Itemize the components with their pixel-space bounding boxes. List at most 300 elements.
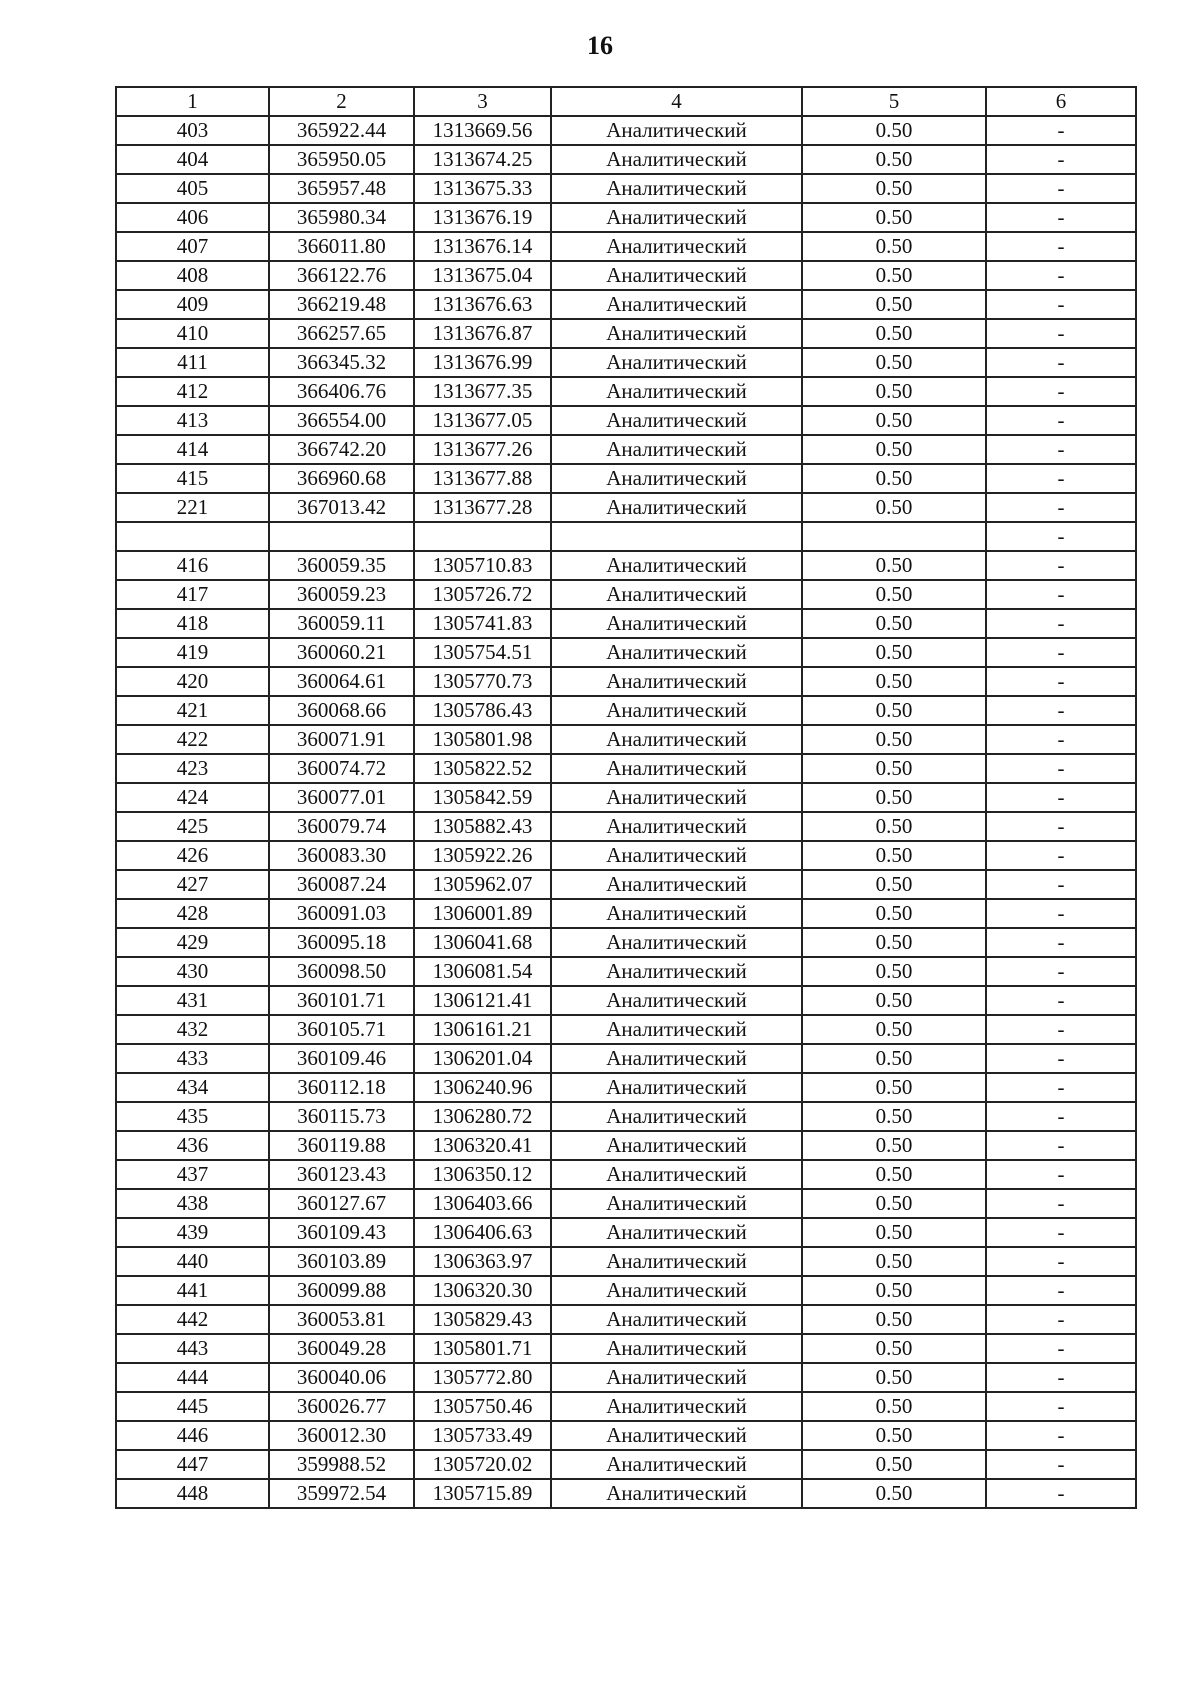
method-cell: Аналитический	[551, 1189, 802, 1218]
note-cell: -	[986, 1073, 1136, 1102]
note-cell: -	[986, 1160, 1136, 1189]
accuracy-cell: 0.50	[802, 232, 986, 261]
method-cell: Аналитический	[551, 783, 802, 812]
table-row	[116, 377, 1136, 406]
note-cell: -	[986, 174, 1136, 203]
accuracy-cell: 0.50	[802, 812, 986, 841]
x-coordinate-cell: 360059.35	[269, 551, 414, 580]
x-coordinate-cell: 359988.52	[269, 1450, 414, 1479]
x-coordinate-cell: 360103.89	[269, 1247, 414, 1276]
table-row	[116, 1334, 1136, 1363]
y-coordinate-cell: 1306406.63	[414, 1218, 551, 1247]
table-row	[116, 899, 1136, 928]
note-cell: -	[986, 812, 1136, 841]
point-number-cell: 413	[116, 406, 269, 435]
note-cell: -	[986, 377, 1136, 406]
y-coordinate-cell: 1313676.87	[414, 319, 551, 348]
accuracy-cell: 0.50	[802, 1479, 986, 1508]
note-cell: -	[986, 1450, 1136, 1479]
x-coordinate-cell: 360127.67	[269, 1189, 414, 1218]
point-number-cell: 428	[116, 899, 269, 928]
method-cell: Аналитический	[551, 1305, 802, 1334]
accuracy-cell: 0.50	[802, 261, 986, 290]
table-row	[116, 696, 1136, 725]
note-cell: -	[986, 870, 1136, 899]
x-coordinate-cell: 360012.30	[269, 1421, 414, 1450]
table-row	[116, 203, 1136, 232]
y-coordinate-cell: 1306121.41	[414, 986, 551, 1015]
header-col-5: 5	[802, 87, 986, 116]
method-cell: Аналитический	[551, 203, 802, 232]
point-number-cell: 434	[116, 1073, 269, 1102]
point-number-cell: 221	[116, 493, 269, 522]
point-number-cell: 436	[116, 1131, 269, 1160]
table-row	[116, 754, 1136, 783]
x-coordinate-cell: 360077.01	[269, 783, 414, 812]
accuracy-cell: 0.50	[802, 609, 986, 638]
y-coordinate-cell: 1313676.99	[414, 348, 551, 377]
method-cell: Аналитический	[551, 1160, 802, 1189]
method-cell: Аналитический	[551, 638, 802, 667]
point-number-cell: 409	[116, 290, 269, 319]
method-cell: Аналитический	[551, 696, 802, 725]
method-cell: Аналитический	[551, 1479, 802, 1508]
y-coordinate-cell: 1313676.63	[414, 290, 551, 319]
x-coordinate-cell: 366960.68	[269, 464, 414, 493]
table-row	[116, 116, 1136, 145]
table-row	[116, 1276, 1136, 1305]
accuracy-cell: 0.50	[802, 1363, 986, 1392]
y-coordinate-cell: 1305772.80	[414, 1363, 551, 1392]
method-cell: Аналитический	[551, 667, 802, 696]
note-cell: -	[986, 1305, 1136, 1334]
method-cell: Аналитический	[551, 145, 802, 174]
table-row	[116, 319, 1136, 348]
table-row	[116, 493, 1136, 522]
x-coordinate-cell: 360060.21	[269, 638, 414, 667]
y-coordinate-cell: 1305720.02	[414, 1450, 551, 1479]
y-coordinate-cell: 1305829.43	[414, 1305, 551, 1334]
method-cell: Аналитический	[551, 754, 802, 783]
note-cell: -	[986, 1421, 1136, 1450]
y-coordinate-cell: 1305754.51	[414, 638, 551, 667]
note-cell: -	[986, 319, 1136, 348]
note-cell: -	[986, 638, 1136, 667]
accuracy-cell: 0.50	[802, 493, 986, 522]
method-cell: Аналитический	[551, 493, 802, 522]
note-cell: -	[986, 783, 1136, 812]
accuracy-cell: 0.50	[802, 783, 986, 812]
method-cell: Аналитический	[551, 957, 802, 986]
x-coordinate-cell: 360083.30	[269, 841, 414, 870]
y-coordinate-cell: 1305726.72	[414, 580, 551, 609]
y-coordinate-cell: 1306201.04	[414, 1044, 551, 1073]
y-coordinate-cell: 1305801.98	[414, 725, 551, 754]
accuracy-cell: 0.50	[802, 870, 986, 899]
point-number-cell: 426	[116, 841, 269, 870]
table-row	[116, 609, 1136, 638]
x-coordinate-cell: 360040.06	[269, 1363, 414, 1392]
method-cell: Аналитический	[551, 1247, 802, 1276]
method-cell: Аналитический	[551, 1363, 802, 1392]
method-cell: Аналитический	[551, 1334, 802, 1363]
x-coordinate-cell: 360049.28	[269, 1334, 414, 1363]
accuracy-cell: 0.50	[802, 377, 986, 406]
table-row	[116, 261, 1136, 290]
method-cell: Аналитический	[551, 841, 802, 870]
point-number-cell: 424	[116, 783, 269, 812]
accuracy-cell	[802, 522, 986, 551]
point-number-cell: 441	[116, 1276, 269, 1305]
note-cell: -	[986, 1363, 1136, 1392]
method-cell: Аналитический	[551, 1073, 802, 1102]
method-cell: Аналитический	[551, 725, 802, 754]
y-coordinate-cell: 1313677.88	[414, 464, 551, 493]
point-number-cell: 438	[116, 1189, 269, 1218]
accuracy-cell: 0.50	[802, 1421, 986, 1450]
table-row	[116, 232, 1136, 261]
point-number-cell: 421	[116, 696, 269, 725]
y-coordinate-cell: 1305786.43	[414, 696, 551, 725]
point-number-cell: 410	[116, 319, 269, 348]
y-coordinate-cell: 1313677.28	[414, 493, 551, 522]
x-coordinate-cell: 360059.23	[269, 580, 414, 609]
table-row	[116, 1189, 1136, 1218]
accuracy-cell: 0.50	[802, 435, 986, 464]
x-coordinate-cell: 366742.20	[269, 435, 414, 464]
point-number-cell: 435	[116, 1102, 269, 1131]
x-coordinate-cell: 365950.05	[269, 145, 414, 174]
point-number-cell: 431	[116, 986, 269, 1015]
method-cell: Аналитический	[551, 551, 802, 580]
point-number-cell: 403	[116, 116, 269, 145]
accuracy-cell: 0.50	[802, 174, 986, 203]
y-coordinate-cell: 1306001.89	[414, 899, 551, 928]
point-number-cell: 440	[116, 1247, 269, 1276]
accuracy-cell: 0.50	[802, 1015, 986, 1044]
x-coordinate-cell: 360026.77	[269, 1392, 414, 1421]
table-row	[116, 783, 1136, 812]
note-cell: -	[986, 551, 1136, 580]
y-coordinate-cell: 1306350.12	[414, 1160, 551, 1189]
table-row	[116, 1044, 1136, 1073]
y-coordinate-cell: 1313677.35	[414, 377, 551, 406]
method-cell: Аналитический	[551, 986, 802, 1015]
x-coordinate-cell: 360053.81	[269, 1305, 414, 1334]
method-cell: Аналитический	[551, 174, 802, 203]
table-row	[116, 1160, 1136, 1189]
table-row	[116, 348, 1136, 377]
point-number-cell: 437	[116, 1160, 269, 1189]
x-coordinate-cell: 360087.24	[269, 870, 414, 899]
x-coordinate-cell: 360101.71	[269, 986, 414, 1015]
page-number: 16	[587, 31, 613, 60]
coordinates-table	[115, 86, 1137, 1509]
point-number-cell: 411	[116, 348, 269, 377]
accuracy-cell: 0.50	[802, 1276, 986, 1305]
table-row	[116, 1363, 1136, 1392]
point-number-cell: 439	[116, 1218, 269, 1247]
y-coordinate-cell: 1313669.56	[414, 116, 551, 145]
method-cell: Аналитический	[551, 1421, 802, 1450]
note-cell: -	[986, 725, 1136, 754]
table-row	[116, 812, 1136, 841]
x-coordinate-cell: 360091.03	[269, 899, 414, 928]
accuracy-cell: 0.50	[802, 116, 986, 145]
accuracy-cell: 0.50	[802, 580, 986, 609]
x-coordinate-cell: 366011.80	[269, 232, 414, 261]
y-coordinate-cell	[414, 522, 551, 551]
table-row	[116, 145, 1136, 174]
header-row	[116, 87, 1136, 116]
note-cell: -	[986, 667, 1136, 696]
accuracy-cell: 0.50	[802, 1450, 986, 1479]
accuracy-cell: 0.50	[802, 899, 986, 928]
note-cell: -	[986, 986, 1136, 1015]
table-row	[116, 522, 1136, 551]
x-coordinate-cell: 360095.18	[269, 928, 414, 957]
y-coordinate-cell: 1305801.71	[414, 1334, 551, 1363]
method-cell: Аналитический	[551, 435, 802, 464]
x-coordinate-cell: 360109.46	[269, 1044, 414, 1073]
note-cell: -	[986, 1334, 1136, 1363]
point-number-cell: 406	[116, 203, 269, 232]
accuracy-cell: 0.50	[802, 203, 986, 232]
accuracy-cell: 0.50	[802, 1218, 986, 1247]
note-cell: -	[986, 1479, 1136, 1508]
table-row	[116, 986, 1136, 1015]
note-cell: -	[986, 1189, 1136, 1218]
method-cell: Аналитический	[551, 377, 802, 406]
method-cell: Аналитический	[551, 319, 802, 348]
table-row	[116, 1392, 1136, 1421]
table-row	[116, 435, 1136, 464]
point-number-cell: 408	[116, 261, 269, 290]
header-col-4: 4	[551, 87, 802, 116]
method-cell: Аналитический	[551, 348, 802, 377]
note-cell: -	[986, 145, 1136, 174]
note-cell: -	[986, 754, 1136, 783]
method-cell: Аналитический	[551, 1218, 802, 1247]
accuracy-cell: 0.50	[802, 464, 986, 493]
x-coordinate-cell: 360098.50	[269, 957, 414, 986]
accuracy-cell: 0.50	[802, 319, 986, 348]
point-number-cell: 404	[116, 145, 269, 174]
note-cell: -	[986, 290, 1136, 319]
table-row	[116, 928, 1136, 957]
point-number-cell: 448	[116, 1479, 269, 1508]
table-row	[116, 870, 1136, 899]
point-number-cell: 447	[116, 1450, 269, 1479]
accuracy-cell: 0.50	[802, 696, 986, 725]
accuracy-cell: 0.50	[802, 841, 986, 870]
table-row	[116, 1015, 1136, 1044]
point-number-cell: 414	[116, 435, 269, 464]
x-coordinate-cell: 367013.42	[269, 493, 414, 522]
method-cell: Аналитический	[551, 812, 802, 841]
y-coordinate-cell: 1306280.72	[414, 1102, 551, 1131]
point-number-cell: 425	[116, 812, 269, 841]
y-coordinate-cell: 1306081.54	[414, 957, 551, 986]
x-coordinate-cell: 360115.73	[269, 1102, 414, 1131]
x-coordinate-cell: 359972.54	[269, 1479, 414, 1508]
table-row	[116, 1102, 1136, 1131]
y-coordinate-cell: 1306041.68	[414, 928, 551, 957]
note-cell: -	[986, 1131, 1136, 1160]
accuracy-cell: 0.50	[802, 1102, 986, 1131]
point-number-cell: 407	[116, 232, 269, 261]
x-coordinate-cell: 360071.91	[269, 725, 414, 754]
note-cell: -	[986, 1044, 1136, 1073]
note-cell: -	[986, 493, 1136, 522]
accuracy-cell: 0.50	[802, 1392, 986, 1421]
accuracy-cell: 0.50	[802, 1073, 986, 1102]
table-row	[116, 290, 1136, 319]
method-cell: Аналитический	[551, 406, 802, 435]
accuracy-cell: 0.50	[802, 406, 986, 435]
accuracy-cell: 0.50	[802, 1247, 986, 1276]
x-coordinate-cell: 360123.43	[269, 1160, 414, 1189]
point-number-cell: 418	[116, 609, 269, 638]
y-coordinate-cell: 1313674.25	[414, 145, 551, 174]
accuracy-cell: 0.50	[802, 551, 986, 580]
method-cell: Аналитический	[551, 609, 802, 638]
x-coordinate-cell: 365957.48	[269, 174, 414, 203]
x-coordinate-cell: 365922.44	[269, 116, 414, 145]
accuracy-cell: 0.50	[802, 145, 986, 174]
y-coordinate-cell: 1306320.41	[414, 1131, 551, 1160]
point-number-cell: 405	[116, 174, 269, 203]
point-number-cell	[116, 522, 269, 551]
method-cell: Аналитический	[551, 928, 802, 957]
header-col-1: 1	[116, 87, 269, 116]
method-cell: Аналитический	[551, 1044, 802, 1073]
method-cell: Аналитический	[551, 899, 802, 928]
y-coordinate-cell: 1306240.96	[414, 1073, 551, 1102]
y-coordinate-cell: 1313676.14	[414, 232, 551, 261]
y-coordinate-cell: 1305710.83	[414, 551, 551, 580]
point-number-cell: 417	[116, 580, 269, 609]
accuracy-cell: 0.50	[802, 928, 986, 957]
y-coordinate-cell: 1313675.33	[414, 174, 551, 203]
accuracy-cell: 0.50	[802, 725, 986, 754]
point-number-cell: 430	[116, 957, 269, 986]
x-coordinate-cell: 360099.88	[269, 1276, 414, 1305]
table-row	[116, 957, 1136, 986]
x-coordinate-cell: 366554.00	[269, 406, 414, 435]
method-cell: Аналитический	[551, 232, 802, 261]
x-coordinate-cell: 366406.76	[269, 377, 414, 406]
y-coordinate-cell: 1305842.59	[414, 783, 551, 812]
table-row	[116, 551, 1136, 580]
method-cell: Аналитический	[551, 1276, 802, 1305]
table-row	[116, 1479, 1136, 1508]
table-row	[116, 638, 1136, 667]
header-col-6: 6	[986, 87, 1136, 116]
y-coordinate-cell: 1305715.89	[414, 1479, 551, 1508]
table-row	[116, 1131, 1136, 1160]
x-coordinate-cell: 360109.43	[269, 1218, 414, 1247]
note-cell: -	[986, 1015, 1136, 1044]
x-coordinate-cell: 360074.72	[269, 754, 414, 783]
note-cell: -	[986, 522, 1136, 551]
table-row	[116, 1247, 1136, 1276]
note-cell: -	[986, 841, 1136, 870]
method-cell: Аналитический	[551, 1015, 802, 1044]
point-number-cell: 412	[116, 377, 269, 406]
x-coordinate-cell: 360105.71	[269, 1015, 414, 1044]
y-coordinate-cell: 1313677.05	[414, 406, 551, 435]
method-cell: Аналитический	[551, 290, 802, 319]
y-coordinate-cell: 1305770.73	[414, 667, 551, 696]
point-number-cell: 423	[116, 754, 269, 783]
method-cell: Аналитический	[551, 261, 802, 290]
method-cell: Аналитический	[551, 1131, 802, 1160]
x-coordinate-cell: 360064.61	[269, 667, 414, 696]
x-coordinate-cell	[269, 522, 414, 551]
header-col-2: 2	[269, 87, 414, 116]
x-coordinate-cell: 360068.66	[269, 696, 414, 725]
y-coordinate-cell: 1313677.26	[414, 435, 551, 464]
header-col-3: 3	[414, 87, 551, 116]
note-cell: -	[986, 261, 1136, 290]
point-number-cell: 445	[116, 1392, 269, 1421]
method-cell: Аналитический	[551, 870, 802, 899]
method-cell: Аналитический	[551, 1450, 802, 1479]
accuracy-cell: 0.50	[802, 957, 986, 986]
point-number-cell: 442	[116, 1305, 269, 1334]
x-coordinate-cell: 366345.32	[269, 348, 414, 377]
table-row	[116, 406, 1136, 435]
table-row	[116, 725, 1136, 754]
table-body	[116, 116, 1136, 1508]
y-coordinate-cell: 1305882.43	[414, 812, 551, 841]
x-coordinate-cell: 366122.76	[269, 261, 414, 290]
accuracy-cell: 0.50	[802, 1131, 986, 1160]
method-cell: Аналитический	[551, 580, 802, 609]
x-coordinate-cell: 366219.48	[269, 290, 414, 319]
method-cell: Аналитический	[551, 1102, 802, 1131]
table-row	[116, 1421, 1136, 1450]
y-coordinate-cell: 1306403.66	[414, 1189, 551, 1218]
x-coordinate-cell: 360059.11	[269, 609, 414, 638]
accuracy-cell: 0.50	[802, 1189, 986, 1218]
note-cell: -	[986, 348, 1136, 377]
note-cell: -	[986, 435, 1136, 464]
point-number-cell: 444	[116, 1363, 269, 1392]
table-row	[116, 464, 1136, 493]
point-number-cell: 415	[116, 464, 269, 493]
note-cell: -	[986, 232, 1136, 261]
accuracy-cell: 0.50	[802, 638, 986, 667]
note-cell: -	[986, 1276, 1136, 1305]
table-header	[116, 87, 1136, 116]
point-number-cell: 427	[116, 870, 269, 899]
table-row	[116, 667, 1136, 696]
note-cell: -	[986, 928, 1136, 957]
x-coordinate-cell: 360119.88	[269, 1131, 414, 1160]
note-cell: -	[986, 1102, 1136, 1131]
note-cell: -	[986, 696, 1136, 725]
point-number-cell: 446	[116, 1421, 269, 1450]
x-coordinate-cell: 366257.65	[269, 319, 414, 348]
y-coordinate-cell: 1306363.97	[414, 1247, 551, 1276]
y-coordinate-cell: 1305750.46	[414, 1392, 551, 1421]
point-number-cell: 422	[116, 725, 269, 754]
table-row	[116, 580, 1136, 609]
note-cell: -	[986, 116, 1136, 145]
note-cell: -	[986, 203, 1136, 232]
